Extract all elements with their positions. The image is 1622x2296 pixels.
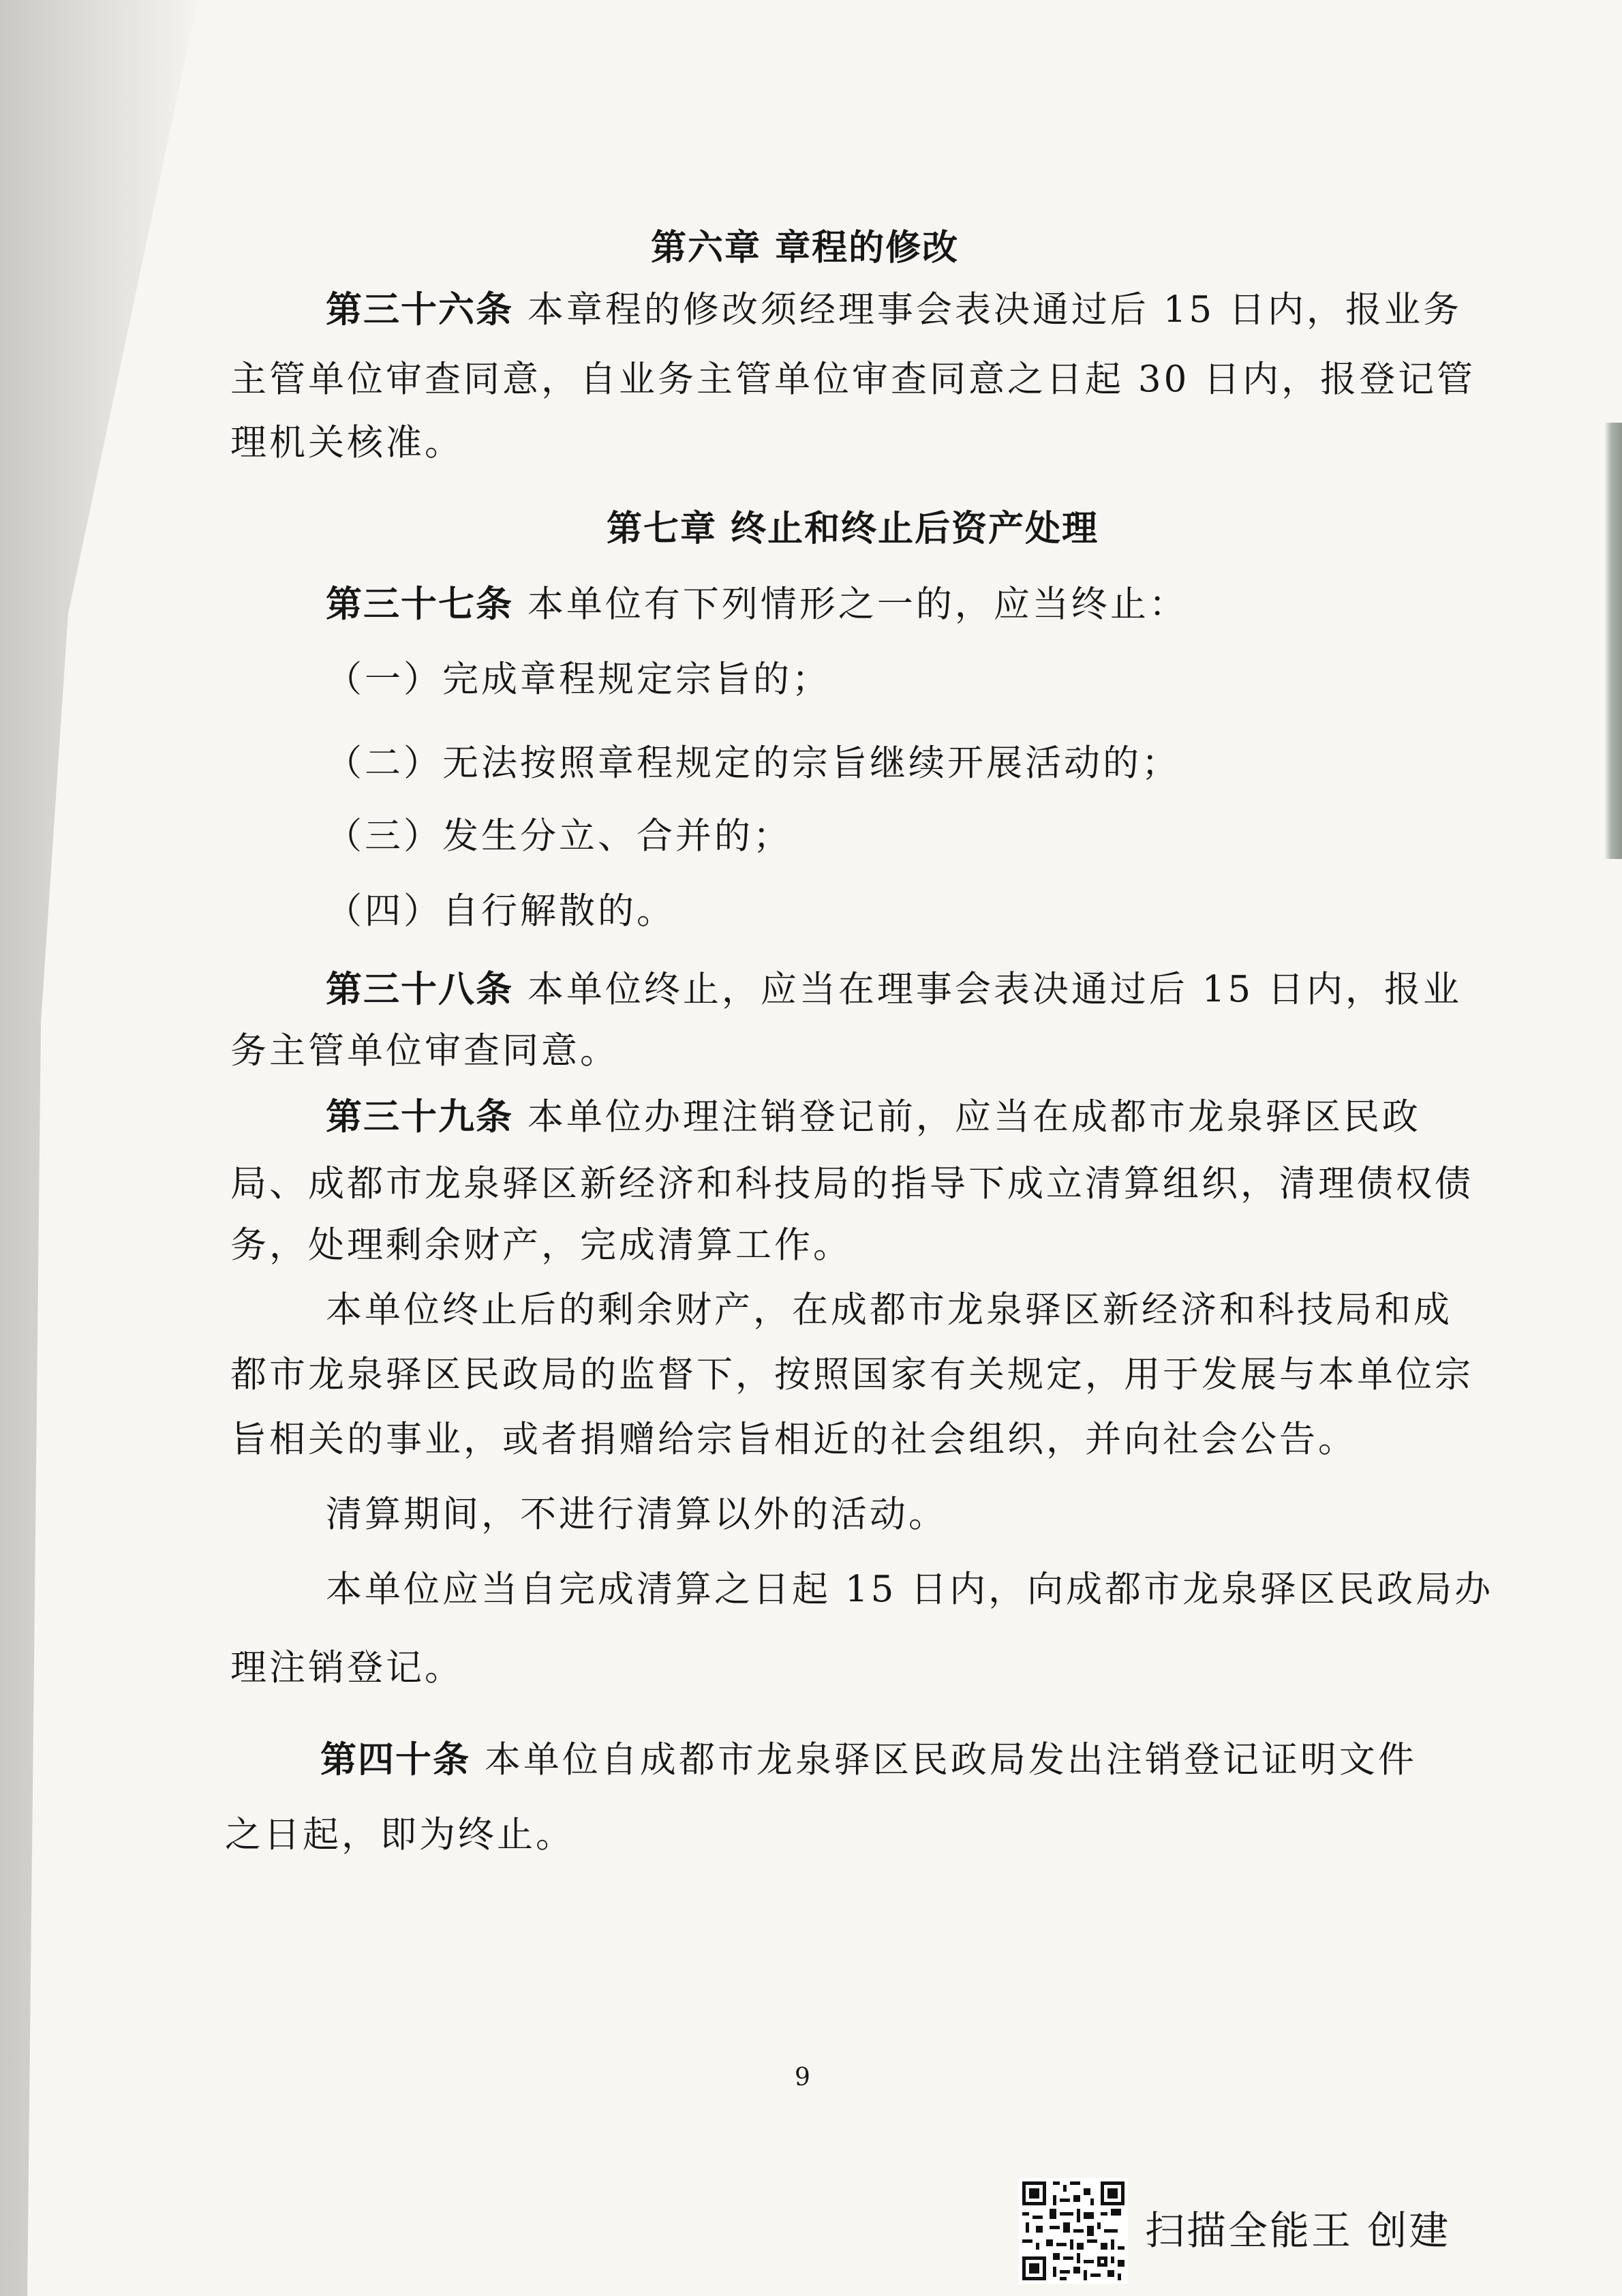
article-36-label: 第三十六条 <box>326 289 513 331</box>
paragraph-1-line-1: 本单位终止后的剩余财产，在成都市龙泉驿区新经济和科技局和成 <box>326 1289 1452 1331</box>
scan-edge-right <box>1604 423 1622 859</box>
paragraph-3-line-1: 本单位应当自完成清算之日起 15 日内，向成都市龙泉驿区民政局办 <box>326 1569 1494 1610</box>
article-38-label: 第三十八条 <box>326 969 513 1010</box>
article-36-line-2: 主管单位审查同意，自业务主管单位审查同意之日起 30 日内，报登记管 <box>230 359 1476 400</box>
article-40-line-2: 之日起，即为终止。 <box>225 1814 575 1856</box>
paragraph-1-line-2: 都市龙泉驿区民政局的监督下，按照国家有关规定，用于发展与本单位宗 <box>230 1354 1473 1395</box>
article-40-label: 第四十条 <box>320 1739 470 1781</box>
article-38-line-2: 务主管单位审查同意。 <box>230 1030 619 1072</box>
article-37-line-1: 第三十七条 本单位有下列情形之一的，应当终止： <box>326 584 1188 625</box>
article-39-line-2: 局、成都市龙泉驿区新经济和科技局的指导下成立清算组织，清理债权债 <box>230 1163 1473 1205</box>
page-number: 9 <box>795 2064 810 2091</box>
article-39-label: 第三十九条 <box>326 1096 513 1138</box>
article-39-line-1: 第三十九条 本单位办理注销登记前，应当在成都市龙泉驿区民政 <box>326 1096 1421 1138</box>
scan-edge-shadow <box>0 0 211 2296</box>
qr-code-icon <box>1019 2178 1128 2284</box>
article-37-label: 第三十七条 <box>326 584 513 625</box>
list-item: （三）发生分立、合并的； <box>326 815 792 857</box>
article-40-line-1: 第四十条 本单位自成都市龙泉驿区民政局发出注销登记证明文件 <box>320 1739 1417 1781</box>
article-36-line-3: 理机关核准。 <box>230 422 463 464</box>
scanner-brand-label: 扫描全能王 创建 <box>1145 2207 1451 2254</box>
list-item: （一）完成章程规定宗旨的； <box>326 659 831 700</box>
paragraph-2: 清算期间，不进行清算以外的活动。 <box>326 1494 947 1535</box>
article-38-line-1: 第三十八条 本单位终止，应当在理事会表决通过后 15 日内，报业 <box>326 969 1462 1010</box>
article-36-line-1: 第三十六条 本章程的修改须经理事会表决通过后 15 日内，报业务 <box>326 289 1462 331</box>
list-item: （四）自行解散的。 <box>326 890 675 932</box>
list-item: （二）无法按照章程规定的宗旨继续开展活动的； <box>326 742 1180 784</box>
paragraph-3-line-2: 理注销登记。 <box>230 1647 463 1689</box>
paragraph-1-line-3: 旨相关的事业，或者捐赠给宗旨相近的社会组织，并向社会公告。 <box>230 1419 1357 1460</box>
chapter-7-title: 第七章 终止和终止后资产处理 <box>607 509 1099 549</box>
chapter-6-title: 第六章 章程的修改 <box>651 228 960 269</box>
article-39-line-3: 务，处理剩余财产，完成清算工作。 <box>230 1224 852 1266</box>
